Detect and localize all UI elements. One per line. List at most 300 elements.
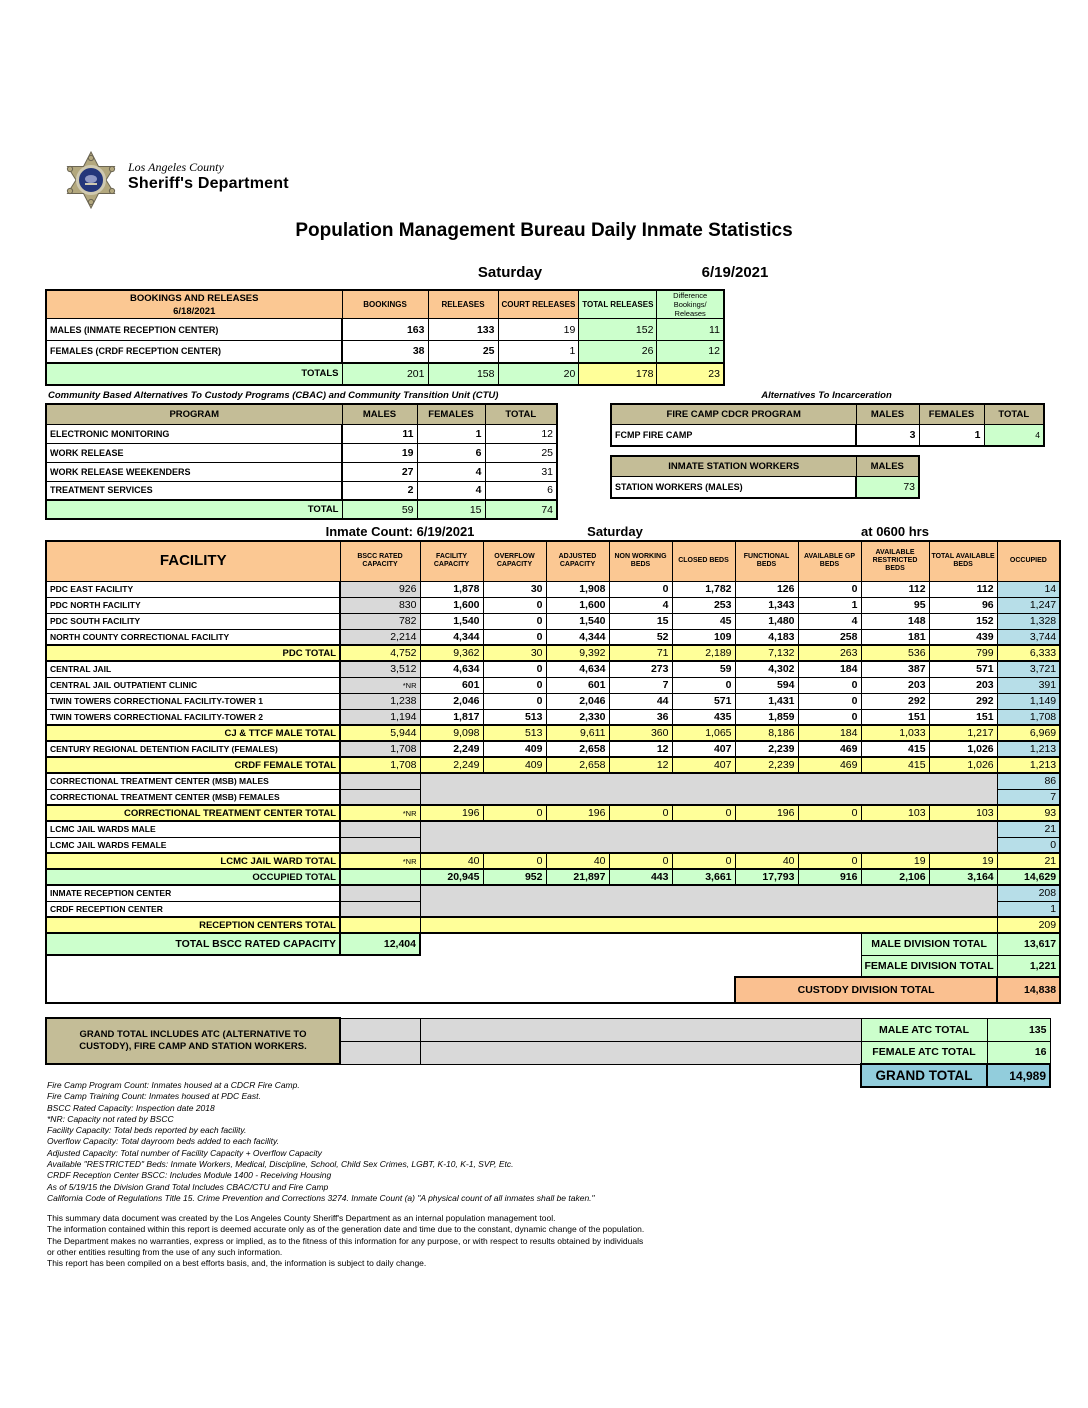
facility-value: 181	[861, 629, 929, 645]
bookings-totals-row	[46, 363, 724, 385]
males-value: 3	[856, 424, 919, 446]
facility-value: 6,333	[997, 645, 1060, 661]
disclaimer-line: The Department makes no warranties, express or implied, as to the fitness of this information for any purpose, or with respect to results obtained by individuals	[47, 1235, 644, 1246]
facility-label: LCMC JAIL WARDS MALE	[46, 821, 340, 837]
facility-value: 196	[546, 805, 609, 821]
totals-label: TOTALS	[46, 363, 342, 385]
facility-value: 443	[609, 869, 672, 885]
total-value: 12	[485, 424, 557, 443]
facility-value: 4,344	[420, 629, 483, 645]
bookings-value: 163	[342, 319, 428, 341]
spacer-gray	[340, 1018, 420, 1041]
footnote-line: BSCC Rated Capacity: Inspection date 2018	[47, 1102, 215, 1113]
facility-col-header: FACILITY CAPACITY	[420, 541, 483, 581]
facility-value: 1,026	[929, 757, 997, 773]
cbac-header-row	[46, 404, 557, 424]
program-label: WORK RELEASE WEEKENDERS	[46, 462, 342, 481]
facility-value: 1,480	[735, 613, 798, 629]
bookings-title-cell	[46, 290, 342, 319]
facility-value: 36	[609, 709, 672, 725]
facility-value: 407	[672, 757, 735, 773]
facility-value: 0	[483, 661, 546, 677]
females-value: 4	[417, 462, 485, 481]
facility-value: 3,164	[929, 869, 997, 885]
facility-col-header: FUNCTIONAL BEDS	[735, 541, 798, 581]
facility-value: 2,249	[420, 741, 483, 757]
facility-value: 4	[609, 597, 672, 613]
facility-value: 0	[798, 581, 861, 597]
difference-value: 11	[657, 319, 724, 341]
disclaimer	[47, 1213, 644, 1269]
facility-value: 439	[929, 629, 997, 645]
fire-camp-table	[610, 403, 1045, 447]
facility-value: 1,217	[929, 725, 997, 741]
bscc-total-label: TOTAL BSCC RATED CAPACITY	[46, 933, 340, 955]
facility-row	[46, 741, 1060, 757]
spacer	[46, 955, 861, 977]
facility-label: NORTH COUNTY CORRECTIONAL FACILITY	[46, 629, 340, 645]
facility-value: 0	[483, 629, 546, 645]
facility-label: PDC SOUTH FACILITY	[46, 613, 340, 629]
facility-col-header: OVERFLOW CAPACITY	[483, 541, 546, 581]
col-males: MALES	[856, 456, 919, 476]
facility-value: 1,213	[997, 757, 1060, 773]
facility-col-header: ADJUSTED CAPACITY	[546, 541, 609, 581]
females-value: 4	[417, 481, 485, 500]
facility-value: 203	[861, 677, 929, 693]
facility-row	[46, 805, 1060, 821]
station-workers-label: STATION WORKERS (MALES)	[611, 476, 856, 498]
totals-court-releases: 20	[498, 363, 579, 385]
facility-value: 1,859	[735, 709, 798, 725]
facility-value	[340, 885, 420, 901]
facility-value: 15	[609, 613, 672, 629]
facility-value	[340, 901, 420, 917]
facility-value: 93	[997, 805, 1060, 821]
facility-label: CORRECTIONAL TREATMENT CENTER (MSB) FEMALES	[46, 789, 340, 805]
facility-value: 184	[798, 725, 861, 741]
facility-value: 273	[609, 661, 672, 677]
facility-row	[46, 885, 1060, 901]
facility-value: 292	[861, 693, 929, 709]
col-total-releases: TOTAL RELEASES	[579, 290, 657, 319]
facility-table	[45, 540, 1061, 1004]
facility-value: *NR	[340, 853, 420, 869]
facility-row	[46, 725, 1060, 741]
totals-total: 74	[485, 500, 557, 519]
bookings-releases-table	[45, 289, 725, 386]
cbac-row	[46, 481, 557, 500]
facility-label: LCMC JAIL WARD TOTAL	[46, 853, 340, 869]
facility-value: 21	[997, 853, 1060, 869]
agency-name	[128, 160, 289, 193]
facility-label: TWIN TOWERS CORRECTIONAL FACILITY-TOWER 2	[46, 709, 340, 725]
bookings-row-males	[46, 319, 724, 341]
grand-total-value: 14,989	[987, 1064, 1050, 1087]
facility-value: 196	[420, 805, 483, 821]
males-value: 11	[342, 424, 417, 443]
facility-value: 391	[997, 677, 1060, 693]
male-division-label: MALE DIVISION TOTAL	[861, 933, 997, 955]
facility-value: 4,634	[546, 661, 609, 677]
facility-value: 152	[929, 613, 997, 629]
facility-value: 8,186	[735, 725, 798, 741]
time-caption: at 0600 hrs	[861, 524, 929, 539]
male-atc-value: 135	[987, 1018, 1050, 1041]
facility-value	[340, 773, 420, 789]
males-value: 2	[342, 481, 417, 500]
facility-value: 3,744	[997, 629, 1060, 645]
facility-col-header: TOTAL AVAILABLE BEDS	[929, 541, 997, 581]
custody-division-label: CUSTODY DIVISION TOTAL	[735, 977, 997, 1003]
facility-value: 14,629	[997, 869, 1060, 885]
male-atc-row	[46, 1018, 1050, 1041]
footnote-line: Adjusted Capacity: Total number of Facility Capacity + Overflow Capacity	[47, 1147, 322, 1158]
totals-releases: 158	[428, 363, 498, 385]
facility-value: 916	[798, 869, 861, 885]
fire-camp-row	[611, 424, 1044, 446]
facility-value: 4	[798, 613, 861, 629]
facility-value: 536	[861, 645, 929, 661]
footnote-line: CRDF Reception Center BSCC: Includes Module 1400 - Receiving Housing	[47, 1170, 332, 1181]
total-releases-value: 152	[579, 319, 657, 341]
males-value: 19	[342, 443, 417, 462]
facility-value: 1,343	[735, 597, 798, 613]
bscc-male-division-row	[46, 933, 1060, 955]
cbac-totals-row	[46, 500, 557, 519]
facility-value: 184	[798, 661, 861, 677]
facility-value: 1,026	[929, 741, 997, 757]
facility-label: CENTRAL JAIL	[46, 661, 340, 677]
facility-value: 0	[798, 805, 861, 821]
facility-value: 799	[929, 645, 997, 661]
facility-value: 0	[798, 853, 861, 869]
bookings-value: 38	[342, 341, 428, 363]
facility-value: 513	[483, 725, 546, 741]
facility-value: 3,512	[340, 661, 420, 677]
facility-value: 0	[609, 805, 672, 821]
grand-total-table	[45, 1017, 1051, 1088]
facility-value: 4,634	[420, 661, 483, 677]
cbac-title: Community Based Alternatives To Custody Programs (CBAC) and Community Transition Unit (CTU)	[48, 390, 499, 401]
facility-value: 0	[483, 613, 546, 629]
facility-value: 513	[483, 709, 546, 725]
facility-value: 1,600	[420, 597, 483, 613]
facility-value: 2,214	[340, 629, 420, 645]
facility-value	[340, 821, 420, 837]
female-atc-value: 16	[987, 1041, 1050, 1064]
facility-value: 0	[483, 597, 546, 613]
facility-value: 1,540	[420, 613, 483, 629]
facility-value: 2,239	[735, 741, 798, 757]
facility-value: 258	[798, 629, 861, 645]
facility-value: 415	[861, 741, 929, 757]
facility-value: 571	[929, 661, 997, 677]
facility-value: 952	[483, 869, 546, 885]
footnote-line: As of 5/19/15 the Division Grand Total Includes CBAC/CTU and Fire Camp	[47, 1181, 329, 1192]
facility-value	[340, 837, 420, 853]
station-workers-header-row	[611, 456, 919, 476]
facility-value: 409	[483, 741, 546, 757]
facility-value: 409	[483, 757, 546, 773]
col-males: MALES	[856, 404, 919, 424]
facility-value: 7	[609, 677, 672, 693]
males-value: 27	[342, 462, 417, 481]
female-division-value: 1,221	[997, 955, 1060, 977]
merged-region	[420, 917, 997, 933]
facility-label: PDC TOTAL	[46, 645, 340, 661]
facility-value: 103	[929, 805, 997, 821]
females-value: 1	[417, 424, 485, 443]
facility-col-header: AVAILABLE RESTRICTED BEDS	[861, 541, 929, 581]
facility-value: 112	[861, 581, 929, 597]
facility-row	[46, 709, 1060, 725]
facility-value: 263	[798, 645, 861, 661]
facility-value: 2,106	[861, 869, 929, 885]
court-releases-value: 1	[498, 341, 579, 363]
merged-region	[420, 773, 997, 805]
facility-value: 469	[798, 741, 861, 757]
facility-value: 52	[609, 629, 672, 645]
bookings-date: 6/18/2021	[173, 305, 216, 317]
footnotes	[47, 1080, 595, 1204]
facility-row	[46, 821, 1060, 837]
program-label: TREATMENT SERVICES	[46, 481, 342, 500]
facility-row	[46, 869, 1060, 885]
spacer-gray	[420, 1041, 861, 1064]
facility-label: TWIN TOWERS CORRECTIONAL FACILITY-TOWER 1	[46, 693, 340, 709]
facility-label: PDC NORTH FACILITY	[46, 597, 340, 613]
agency-department: Sheriff's Department	[128, 175, 289, 192]
facility-row	[46, 629, 1060, 645]
facility-value: 1,600	[546, 597, 609, 613]
cbac-table	[45, 403, 558, 520]
facility-value: 96	[929, 597, 997, 613]
facility-value: 3,721	[997, 661, 1060, 677]
bscc-total-value: 12,404	[340, 933, 420, 955]
cbac-row	[46, 462, 557, 481]
col-releases: RELEASES	[428, 290, 498, 319]
facility-value: 2,046	[420, 693, 483, 709]
facility-value: 17,793	[735, 869, 798, 885]
facility-row	[46, 597, 1060, 613]
females-value: 6	[417, 443, 485, 462]
facility-value: 2,658	[546, 757, 609, 773]
agency-logo	[62, 150, 289, 212]
facility-col-header: BSCC RATED CAPACITY	[340, 541, 420, 581]
facility-value: 7,132	[735, 645, 798, 661]
facility-value: 2,249	[420, 757, 483, 773]
page-title: Population Management Bureau Daily Inmate Statistics	[295, 220, 793, 241]
facility-value: 594	[735, 677, 798, 693]
facility-label: CENTRAL JAIL OUTPATIENT CLINIC	[46, 677, 340, 693]
occupied-value: 21	[997, 821, 1060, 837]
col-program: PROGRAM	[46, 404, 342, 424]
facility-value: 830	[340, 597, 420, 613]
program-label: WORK RELEASE	[46, 443, 342, 462]
facility-value: 126	[735, 581, 798, 597]
facility-value: 4,302	[735, 661, 798, 677]
facility-value: 40	[420, 853, 483, 869]
facility-value: 151	[929, 709, 997, 725]
program-label: ELECTRONIC MONITORING	[46, 424, 342, 443]
footnote-line: Overflow Capacity: Total dayroom beds added to each facility.	[47, 1136, 279, 1147]
facility-label: CENTURY REGIONAL DETENTION FACILITY (FEMALES)	[46, 741, 340, 757]
sheriff-star-badge-icon	[62, 150, 120, 212]
facility-value	[340, 869, 420, 885]
disclaimer-line: This report has been compiled on a best efforts basis, and, the information is subject to daily change.	[47, 1258, 427, 1269]
facility-value: 59	[672, 661, 735, 677]
facility-header-row	[46, 541, 1060, 581]
male-atc-label: MALE ATC TOTAL	[861, 1018, 987, 1041]
facility-label: LCMC JAIL WARDS FEMALE	[46, 837, 340, 853]
releases-value: 25	[428, 341, 498, 363]
total-value: 31	[485, 462, 557, 481]
occupied-value: 0	[997, 837, 1060, 853]
custody-division-value: 14,838	[997, 977, 1060, 1003]
facility-value: 0	[483, 853, 546, 869]
facility-row	[46, 645, 1060, 661]
facility-row	[46, 693, 1060, 709]
facility-value: 1	[798, 597, 861, 613]
col-court-releases: COURT RELEASES	[498, 290, 579, 319]
facility-value: 601	[420, 677, 483, 693]
court-releases-value: 19	[498, 319, 579, 341]
ati-title: Alternatives To Incarceration	[761, 390, 892, 401]
footnote-line: Fire Camp Program Count: Inmates housed at a CDCR Fire Camp.	[47, 1080, 300, 1090]
females-value: 1	[919, 424, 984, 446]
facility-value: 71	[609, 645, 672, 661]
facility-value: 14	[997, 581, 1060, 597]
custody-division-row	[46, 977, 1060, 1003]
facility-value: 415	[861, 757, 929, 773]
facility-value: 1,817	[420, 709, 483, 725]
merged-region	[420, 821, 997, 853]
facility-value: 0	[672, 805, 735, 821]
col-bookings: BOOKINGS	[342, 290, 428, 319]
males-value: 73	[856, 476, 919, 498]
footnote-line: Facility Capacity: Total beds reported by each facility.	[47, 1125, 247, 1136]
facility-value: 1,708	[997, 709, 1060, 725]
fire-camp-header-row	[611, 404, 1044, 424]
total-value: 25	[485, 443, 557, 462]
facility-value: 2,330	[546, 709, 609, 725]
bookings-title: BOOKINGS AND RELEASES	[130, 292, 259, 304]
disclaimer-line: The information contained within this report is deemed accurate only as of the generation date and time due to the constant, dynamic change of the population.	[47, 1224, 645, 1235]
facility-label: CRDF FEMALE TOTAL	[46, 757, 340, 773]
facility-value: 1,247	[997, 597, 1060, 613]
facility-value: 1,328	[997, 613, 1060, 629]
bookings-header-row	[46, 290, 724, 319]
totals-females: 15	[417, 500, 485, 519]
total-value: 4	[984, 424, 1044, 446]
cbac-row	[46, 424, 557, 443]
facility-value: 9,611	[546, 725, 609, 741]
facility-value: 12	[609, 757, 672, 773]
facility-value: 112	[929, 581, 997, 597]
facility-row	[46, 917, 1060, 933]
male-division-value: 13,617	[997, 933, 1060, 955]
female-atc-label: FEMALE ATC TOTAL	[861, 1041, 987, 1064]
spacer-gray	[340, 1041, 420, 1064]
facility-value: 3,661	[672, 869, 735, 885]
facility-value: 2,046	[546, 693, 609, 709]
facility-value: 0	[609, 853, 672, 869]
facility-value: 1,540	[546, 613, 609, 629]
report-date: 6/19/2021	[701, 264, 769, 281]
facility-label: CORRECTIONAL TREATMENT CENTER TOTAL	[46, 805, 340, 821]
facility-value: 435	[672, 709, 735, 725]
facility-row	[46, 677, 1060, 693]
facility-label: CORRECTIONAL TREATMENT CENTER (MSB) MALES	[46, 773, 340, 789]
facility-value: 21,897	[546, 869, 609, 885]
col-total: TOTAL	[984, 404, 1044, 424]
releases-value: 133	[428, 319, 498, 341]
facility-value: 30	[483, 645, 546, 661]
facility-value: 19	[861, 853, 929, 869]
totals-bookings: 201	[342, 363, 428, 385]
difference-value: 12	[657, 341, 724, 363]
facility-value: *NR	[340, 677, 420, 693]
station-workers-table	[610, 455, 920, 499]
facility-value: 95	[861, 597, 929, 613]
facility-value: 109	[672, 629, 735, 645]
col-females: FEMALES	[919, 404, 984, 424]
facility-label: INMATE RECEPTION CENTER	[46, 885, 340, 901]
facility-row	[46, 773, 1060, 789]
footnote-line: *NR: Capacity not rated by BSCC	[47, 1113, 174, 1124]
grand-total-label: GRAND TOTAL	[861, 1064, 987, 1087]
facility-col-header: CLOSED BEDS	[672, 541, 735, 581]
facility-value: *NR	[340, 805, 420, 821]
facility-value: 4,344	[546, 629, 609, 645]
facility-value: 151	[861, 709, 929, 725]
facility-value: 292	[929, 693, 997, 709]
facility-row	[46, 613, 1060, 629]
agency-county: Los Angeles County	[128, 160, 224, 174]
facility-value: 0	[483, 805, 546, 821]
merged-region	[420, 885, 997, 917]
facility-value: 1,238	[340, 693, 420, 709]
occupied-value: 209	[997, 917, 1060, 933]
occupied-value: 1	[997, 901, 1060, 917]
facility-value: 1,213	[997, 741, 1060, 757]
facility-value	[340, 789, 420, 805]
facility-value: 782	[340, 613, 420, 629]
facility-value: 0	[672, 853, 735, 869]
facility-col-header: FACILITY	[46, 541, 340, 581]
row-label: FEMALES (CRDF RECEPTION CENTER)	[46, 341, 342, 363]
facility-value: 1,708	[340, 741, 420, 757]
female-division-row	[46, 955, 1060, 977]
facility-value: 1,431	[735, 693, 798, 709]
col-fire-camp-program: FIRE CAMP CDCR PROGRAM	[611, 404, 856, 424]
total-releases-value: 26	[579, 341, 657, 363]
facility-col-header: AVAILABLE GP BEDS	[798, 541, 861, 581]
facility-value: 30	[483, 581, 546, 597]
bookings-row-females	[46, 341, 724, 363]
facility-value: 0	[798, 693, 861, 709]
occupied-value: 208	[997, 885, 1060, 901]
facility-value: 4,183	[735, 629, 798, 645]
footnote-line: California Code of Regulations Title 15. Crime Prevention and Corrections 3274. Inmate Count (a) "A physical count of all inmates shall be taken."	[47, 1192, 595, 1203]
col-difference: Difference Bookings/ Releases	[657, 290, 724, 319]
facility-value: 0	[798, 677, 861, 693]
station-workers-row	[611, 476, 919, 498]
facility-value: 1,149	[997, 693, 1060, 709]
facility-value: 1,033	[861, 725, 929, 741]
facility-value: 19	[929, 853, 997, 869]
